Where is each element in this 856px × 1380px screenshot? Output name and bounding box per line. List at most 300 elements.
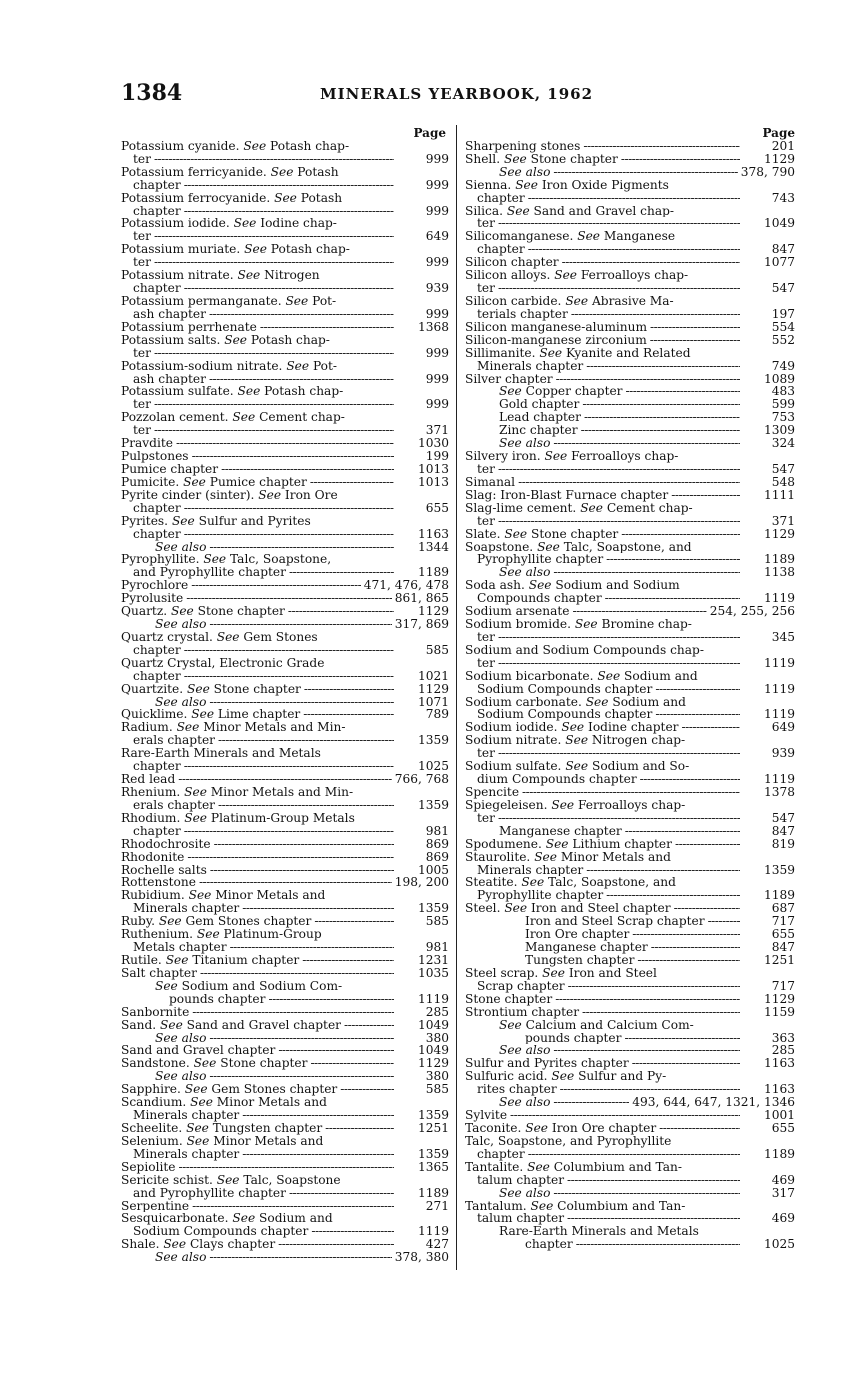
dot-leader (582, 398, 740, 411)
entry-text: Shale. See Clays chapter (121, 1238, 276, 1252)
index-entry-line (465, 1109, 795, 1122)
index-entry-line (465, 398, 795, 411)
index-entry-line (121, 528, 449, 541)
entry-text: Ruby. See Gem Stones chapter (121, 915, 312, 929)
entry-text: Spencite (465, 786, 520, 799)
page-reference: 585 (425, 643, 449, 657)
dot-leader (528, 192, 740, 205)
index-entry-line (121, 515, 449, 528)
index-entry-line (121, 1096, 449, 1109)
index-entry-line (121, 463, 449, 476)
index-entries-right (465, 140, 795, 1251)
index-entry-line (121, 1212, 449, 1225)
page-reference: 471, 476, 478 (363, 579, 449, 593)
page-reference: 599 (771, 398, 795, 412)
entry-text: Minerals chapter (133, 1109, 240, 1122)
entry-text: Manganese chapter (525, 941, 648, 954)
dot-leader (268, 993, 394, 1006)
dot-leader (568, 980, 740, 993)
index-entry-line (465, 1032, 795, 1045)
page-reference: 1089 (763, 372, 795, 386)
page-reference: 655 (771, 1121, 795, 1135)
dot-leader (650, 334, 740, 347)
page-reference: 1021 (417, 669, 449, 683)
entry-text: See Calcium and Calcium Com- (499, 1018, 694, 1032)
page-reference: 999 (425, 152, 449, 166)
page-reference: 1119 (763, 682, 795, 696)
dot-leader (184, 179, 394, 192)
entry-text: See also (499, 566, 551, 580)
dot-leader (671, 489, 740, 502)
entry-text: See Copper chapter (499, 385, 623, 399)
page-reference: 1049 (763, 217, 795, 231)
index-entry-line (121, 644, 449, 657)
index-entry-line (465, 980, 795, 993)
dot-leader (154, 424, 394, 437)
page-reference: 1189 (417, 566, 449, 580)
page-reference: 1129 (417, 605, 449, 619)
index-entry-line (121, 360, 449, 373)
index-entry-line (465, 256, 795, 269)
entry-text: Quartz. See Stone chapter (121, 605, 285, 619)
index-entry-line (121, 980, 449, 993)
dot-leader (581, 424, 740, 437)
entry-text: Sodium bicarbonate. See Sodium and (465, 669, 698, 683)
dot-leader (621, 153, 740, 166)
page-reference: 197 (771, 307, 795, 321)
index-entry-line (121, 217, 449, 230)
entry-text: ter (477, 656, 495, 670)
index-entry-line (465, 799, 795, 812)
page-reference: 1359 (417, 902, 449, 916)
entry-text: Salt chapter (121, 966, 197, 980)
entry-text: Potassium cyanide. See Potash chap- (121, 139, 350, 153)
dot-leader (221, 463, 394, 476)
index-entry-line (121, 476, 449, 489)
index-entry-line (121, 411, 449, 424)
entry-text: Potassium salts. See Potash chap- (121, 333, 330, 347)
index-entry-line (465, 1187, 795, 1200)
entry-text: chapter (133, 282, 181, 295)
entry-text: Shell. See Stone chapter (465, 152, 618, 166)
entry-text: Sulfur and Pyrites chapter (465, 1057, 629, 1071)
dot-leader (637, 954, 740, 967)
dot-leader (184, 282, 394, 295)
page-reference: 1159 (763, 1005, 795, 1019)
index-entry-line (465, 683, 795, 696)
page-reference: 1049 (417, 1044, 449, 1058)
entry-text: Steel scrap. See Iron and Steel (465, 966, 657, 980)
entry-text: chapter (133, 178, 181, 192)
index-entry-line (121, 1006, 449, 1019)
page-reference: 1129 (763, 992, 795, 1006)
index-entry-line (465, 1083, 795, 1096)
index-entry-line (465, 321, 795, 334)
entry-text: Minerals chapter (133, 1147, 240, 1161)
page-column-heading: Page (762, 126, 795, 140)
page-reference: 1344 (417, 540, 449, 554)
page-reference: 547 (771, 811, 795, 825)
page-reference: 847 (771, 824, 795, 838)
page-reference: 1071 (417, 695, 449, 709)
page-reference: 317 (771, 1186, 795, 1200)
dot-leader (288, 605, 394, 618)
dot-leader (311, 1225, 394, 1238)
page-reference: 1013 (417, 462, 449, 476)
entry-text: See also (499, 1044, 551, 1058)
entry-text: Minerals chapter (477, 863, 584, 877)
page-reference: 371 (425, 424, 449, 438)
page-reference: 1231 (417, 954, 449, 967)
dot-leader (289, 566, 394, 579)
index-entry-line (465, 1161, 795, 1174)
index-entry-line (465, 657, 795, 670)
dot-leader (553, 166, 737, 179)
index-entry-line (121, 902, 449, 915)
dot-leader (498, 631, 740, 644)
entry-text: Silver chapter (465, 372, 553, 386)
entry-text: Potassium ferricyanide. See Potash (121, 165, 339, 179)
index-entry-line (121, 1225, 449, 1238)
page-reference: 380 (425, 1031, 449, 1045)
entry-text: chapter (477, 191, 525, 205)
entry-text: Iron Ore chapter (525, 928, 630, 942)
page-reference: 378, 380 (394, 1251, 449, 1265)
dot-leader (209, 541, 394, 554)
dot-leader (562, 256, 740, 269)
page-reference: 1359 (763, 863, 795, 877)
entry-text: Selenium. See Minor Metals and (121, 1134, 324, 1148)
entry-text: Metals chapter (133, 941, 227, 954)
index-entry-line (121, 179, 449, 192)
dot-leader (510, 1109, 740, 1122)
entry-text: See also (499, 1096, 551, 1110)
dot-leader (192, 1200, 394, 1213)
dot-leader (553, 437, 740, 450)
index-entry-line (465, 1122, 795, 1135)
page-reference: 427 (425, 1238, 449, 1252)
index-entry-line (465, 579, 795, 592)
page-reference: 1365 (417, 1160, 449, 1174)
dot-leader (209, 1070, 394, 1083)
page-reference: 1189 (763, 553, 795, 567)
index-entry-line (465, 1200, 795, 1213)
index-entry-line (121, 1187, 449, 1200)
index-entry-line (465, 463, 795, 476)
entry-text: Potassium ferrocyanide. See Potash (121, 191, 343, 205)
index-entry-line (465, 541, 795, 554)
dot-leader (518, 476, 740, 489)
page-reference: 717 (771, 979, 795, 993)
index-entries-left (121, 140, 449, 1264)
page-reference: 378, 790 (740, 165, 795, 179)
index-entry-line (121, 541, 449, 554)
index-entry-line (465, 347, 795, 360)
entry-text: See also (155, 695, 207, 709)
dot-leader (314, 915, 394, 928)
page-reference: 1359 (417, 1147, 449, 1161)
entry-text: Soapstone. See Talc, Soapstone, and (465, 540, 692, 554)
index-entry-line (121, 230, 449, 243)
page-reference: 1001 (763, 1109, 795, 1122)
index-entry-line (465, 360, 795, 373)
entry-text: pounds chapter (525, 1031, 622, 1045)
entry-text: ter (133, 398, 151, 412)
index-entry-line (465, 217, 795, 230)
index-entry-line (465, 1096, 795, 1109)
index-entry-line (121, 696, 449, 709)
entry-text: chapter (133, 204, 181, 218)
index-entry-line (121, 1057, 449, 1070)
index-entry-line (465, 566, 795, 579)
index-entry-line (465, 334, 795, 347)
dot-leader (625, 825, 740, 838)
index-entry-line (121, 308, 449, 321)
dot-leader (344, 1019, 394, 1032)
index-entry-line (465, 915, 795, 928)
entry-text: chapter (525, 1238, 573, 1252)
entry-text: Sand. See Sand and Gravel chapter (121, 1018, 341, 1032)
dot-leader (553, 1187, 740, 1200)
page-reference: 1005 (417, 863, 449, 877)
index-entry-line (121, 1251, 449, 1264)
page-reference: 999 (425, 372, 449, 386)
index-entry-line (465, 889, 795, 902)
page-reference: 819 (771, 837, 795, 851)
entry-text: See also (499, 437, 551, 451)
index-entry-line (121, 398, 449, 411)
dot-leader (209, 373, 394, 386)
page-reference: 655 (425, 501, 449, 515)
entry-text: Silicon carbide. See Abrasive Ma- (465, 294, 674, 308)
index-entry-line (465, 902, 795, 915)
entry-text: Sapphire. See Gem Stones chapter (121, 1083, 338, 1097)
index-entry-line (465, 476, 795, 489)
entry-text: Pyrochlore (121, 579, 189, 593)
dot-leader (605, 592, 740, 605)
entry-text: Sericite schist. See Talc, Soapstone (121, 1173, 341, 1187)
page-reference: 999 (425, 178, 449, 192)
index-entry-line (121, 734, 449, 747)
entry-text: and Pyrophyllite chapter (133, 566, 286, 580)
index-entry-line (465, 670, 795, 683)
index-entry-line (121, 631, 449, 644)
index-entry-line (121, 269, 449, 282)
entry-text: Quartz Crystal, Electronic Grade (121, 656, 325, 670)
dot-leader (200, 967, 394, 980)
entry-text: Rhenium. See Minor Metals and Min- (121, 786, 354, 799)
entry-text: Slag-lime cement. See Cement chap- (465, 501, 693, 515)
dot-leader (650, 321, 740, 334)
index-entry-line (121, 489, 449, 502)
entry-text: See also (155, 1251, 207, 1265)
entry-text: chapter (133, 643, 181, 657)
page-reference: 999 (425, 307, 449, 321)
entry-text: Gold chapter (499, 398, 580, 412)
entry-text: Scrap chapter (477, 979, 565, 993)
dot-leader (178, 773, 391, 786)
page-reference: 469 (771, 1212, 795, 1226)
entry-text: ash chapter (133, 307, 206, 321)
index-entry-line (121, 773, 449, 786)
entry-text: Silica. See Sand and Gravel chap- (465, 204, 675, 218)
entry-text: Quartz crystal. See Gem Stones (121, 630, 318, 644)
page-reference: 1025 (763, 1238, 795, 1252)
entry-text: Rhodonite (121, 850, 185, 864)
index-entry-line (465, 708, 795, 721)
entry-text: Sodium bromide. See Bromine chap- (465, 618, 692, 631)
dot-leader (567, 1212, 740, 1225)
entry-text: Pyrophyllite chapter (477, 553, 604, 567)
entry-text: ter (477, 282, 495, 295)
index-entry-line (121, 657, 449, 670)
index-entry-line (121, 747, 449, 760)
entry-text: Stone chapter (465, 992, 553, 1006)
entry-text: See also (155, 1070, 207, 1084)
entry-text: Steel. See Iron and Steel chapter (465, 902, 671, 916)
entry-text: Sienna. See Iron Oxide Pigments (465, 178, 669, 192)
dot-leader (186, 592, 391, 605)
index-entry-line (121, 295, 449, 308)
dot-leader (209, 308, 394, 321)
page-reference: 869 (425, 850, 449, 864)
page-reference: 649 (425, 230, 449, 244)
page-reference: 483 (771, 385, 795, 399)
dot-leader (209, 1251, 391, 1264)
entry-text: Pyrite cinder (sinter). See Iron Ore (121, 488, 338, 502)
dot-leader (572, 605, 706, 618)
page-reference: 655 (771, 928, 795, 942)
index-entry-line (465, 373, 795, 386)
dot-leader (498, 217, 740, 230)
dot-leader (209, 1032, 394, 1045)
index-entry-line (121, 192, 449, 205)
page-reference: 753 (771, 411, 795, 425)
entry-text: Scheelite. See Tungsten chapter (121, 1121, 323, 1135)
index-entry-line (465, 1148, 795, 1161)
entry-text: Sodium nitrate. See Nitrogen chap- (465, 734, 686, 748)
page-reference: 649 (771, 721, 795, 735)
page-reference: 1129 (763, 527, 795, 541)
index-entry-line (465, 1135, 795, 1148)
dot-leader (606, 553, 740, 566)
entry-text: Potassium permanganate. See Pot- (121, 294, 337, 308)
index-entry-line (121, 385, 449, 398)
dot-leader (555, 993, 740, 1006)
dot-leader (176, 437, 394, 450)
entry-text: Simanal (465, 475, 516, 489)
dot-leader (184, 825, 394, 838)
entry-text: Rutile. See Titanium chapter (121, 954, 300, 967)
entry-text: Sodium sulfate. See Sodium and So- (465, 760, 690, 774)
dot-leader (184, 502, 394, 515)
index-entry-line (465, 1019, 795, 1032)
entry-text: Taconite. See Iron Ore chapter (465, 1121, 657, 1135)
page-reference: 1163 (763, 1083, 795, 1097)
page-reference: 380 (425, 1070, 449, 1084)
index-entry-line (121, 1135, 449, 1148)
index-entry-line (465, 773, 795, 786)
dot-leader (214, 838, 394, 851)
dot-leader (528, 243, 740, 256)
index-entry-line (121, 670, 449, 683)
entry-text: Sulfuric acid. See Sulfur and Py- (465, 1070, 667, 1084)
entry-text: Rubidium. See Minor Metals and (121, 889, 326, 903)
entry-text: Spiegeleisen. See Ferroalloys chap- (465, 798, 686, 812)
entry-text: Slate. See Stone chapter (465, 527, 619, 541)
entry-text: Potassium-sodium nitrate. See Pot- (121, 359, 338, 373)
entry-text: See also (155, 1031, 207, 1045)
dot-leader (325, 1122, 394, 1135)
entry-text: Pumicite. See Pumice chapter (121, 475, 307, 489)
index-entry-line (121, 1200, 449, 1213)
dot-leader (209, 696, 394, 709)
page-reference: 1251 (763, 954, 795, 967)
entry-text: Lead chapter (499, 411, 581, 425)
column-divider (456, 125, 457, 1270)
dot-leader (571, 308, 740, 321)
page-reference: 861, 865 (394, 592, 449, 606)
page-reference: 847 (771, 941, 795, 954)
index-entry-line (465, 734, 795, 747)
index-entry-line (465, 166, 795, 179)
entry-text: Sodium and Sodium Compounds chap- (465, 643, 704, 657)
page-reference: 271 (425, 1199, 449, 1213)
dot-leader (209, 618, 391, 631)
page-reference: 1359 (417, 798, 449, 812)
entry-text: See also (155, 618, 207, 631)
index-entry-line (465, 308, 795, 321)
index-entry-line (465, 618, 795, 631)
page-reference: 1138 (763, 566, 795, 580)
index-entry-line (121, 941, 449, 954)
dot-leader (582, 1006, 740, 1019)
index-entry-line (465, 179, 795, 192)
entry-text: Radium. See Minor Metals and Min- (121, 721, 346, 735)
index-entry-line (121, 838, 449, 851)
dot-leader (498, 812, 740, 825)
entry-text: ter (477, 462, 495, 476)
entry-text: Sodium carbonate. See Sodium and (465, 695, 686, 709)
dot-leader (528, 1148, 740, 1161)
dot-leader (682, 721, 741, 734)
index-entry-line (121, 1032, 449, 1045)
index-entry-line (121, 967, 449, 980)
page-reference: 1359 (417, 1109, 449, 1122)
index-entry-line (121, 683, 449, 696)
entry-text: Iron and Steel Scrap chapter (525, 915, 705, 929)
index-entry-line (465, 282, 795, 295)
dot-leader (553, 1096, 629, 1109)
index-entry-line (121, 205, 449, 218)
entry-text: rites chapter (477, 1083, 557, 1097)
dot-leader (632, 1057, 740, 1070)
entry-text: Silicon manganese-aluminum (465, 320, 648, 334)
entry-text: Rhodium. See Platinum-Group Metals (121, 811, 355, 825)
index-entry-line (465, 230, 795, 243)
entry-text: Potassium muriate. See Potash chap- (121, 243, 350, 257)
index-entry-line (121, 153, 449, 166)
dot-leader (553, 1044, 740, 1057)
page-reference: 717 (771, 915, 795, 929)
page-reference: 1119 (763, 656, 795, 670)
dot-leader (632, 928, 740, 941)
entry-text: Silvery iron. See Ferroalloys chap- (465, 450, 679, 463)
entry-text: Compounds chapter (477, 592, 602, 606)
dot-leader (655, 683, 740, 696)
page-reference: 1359 (417, 734, 449, 748)
entry-text: See also (155, 540, 207, 554)
